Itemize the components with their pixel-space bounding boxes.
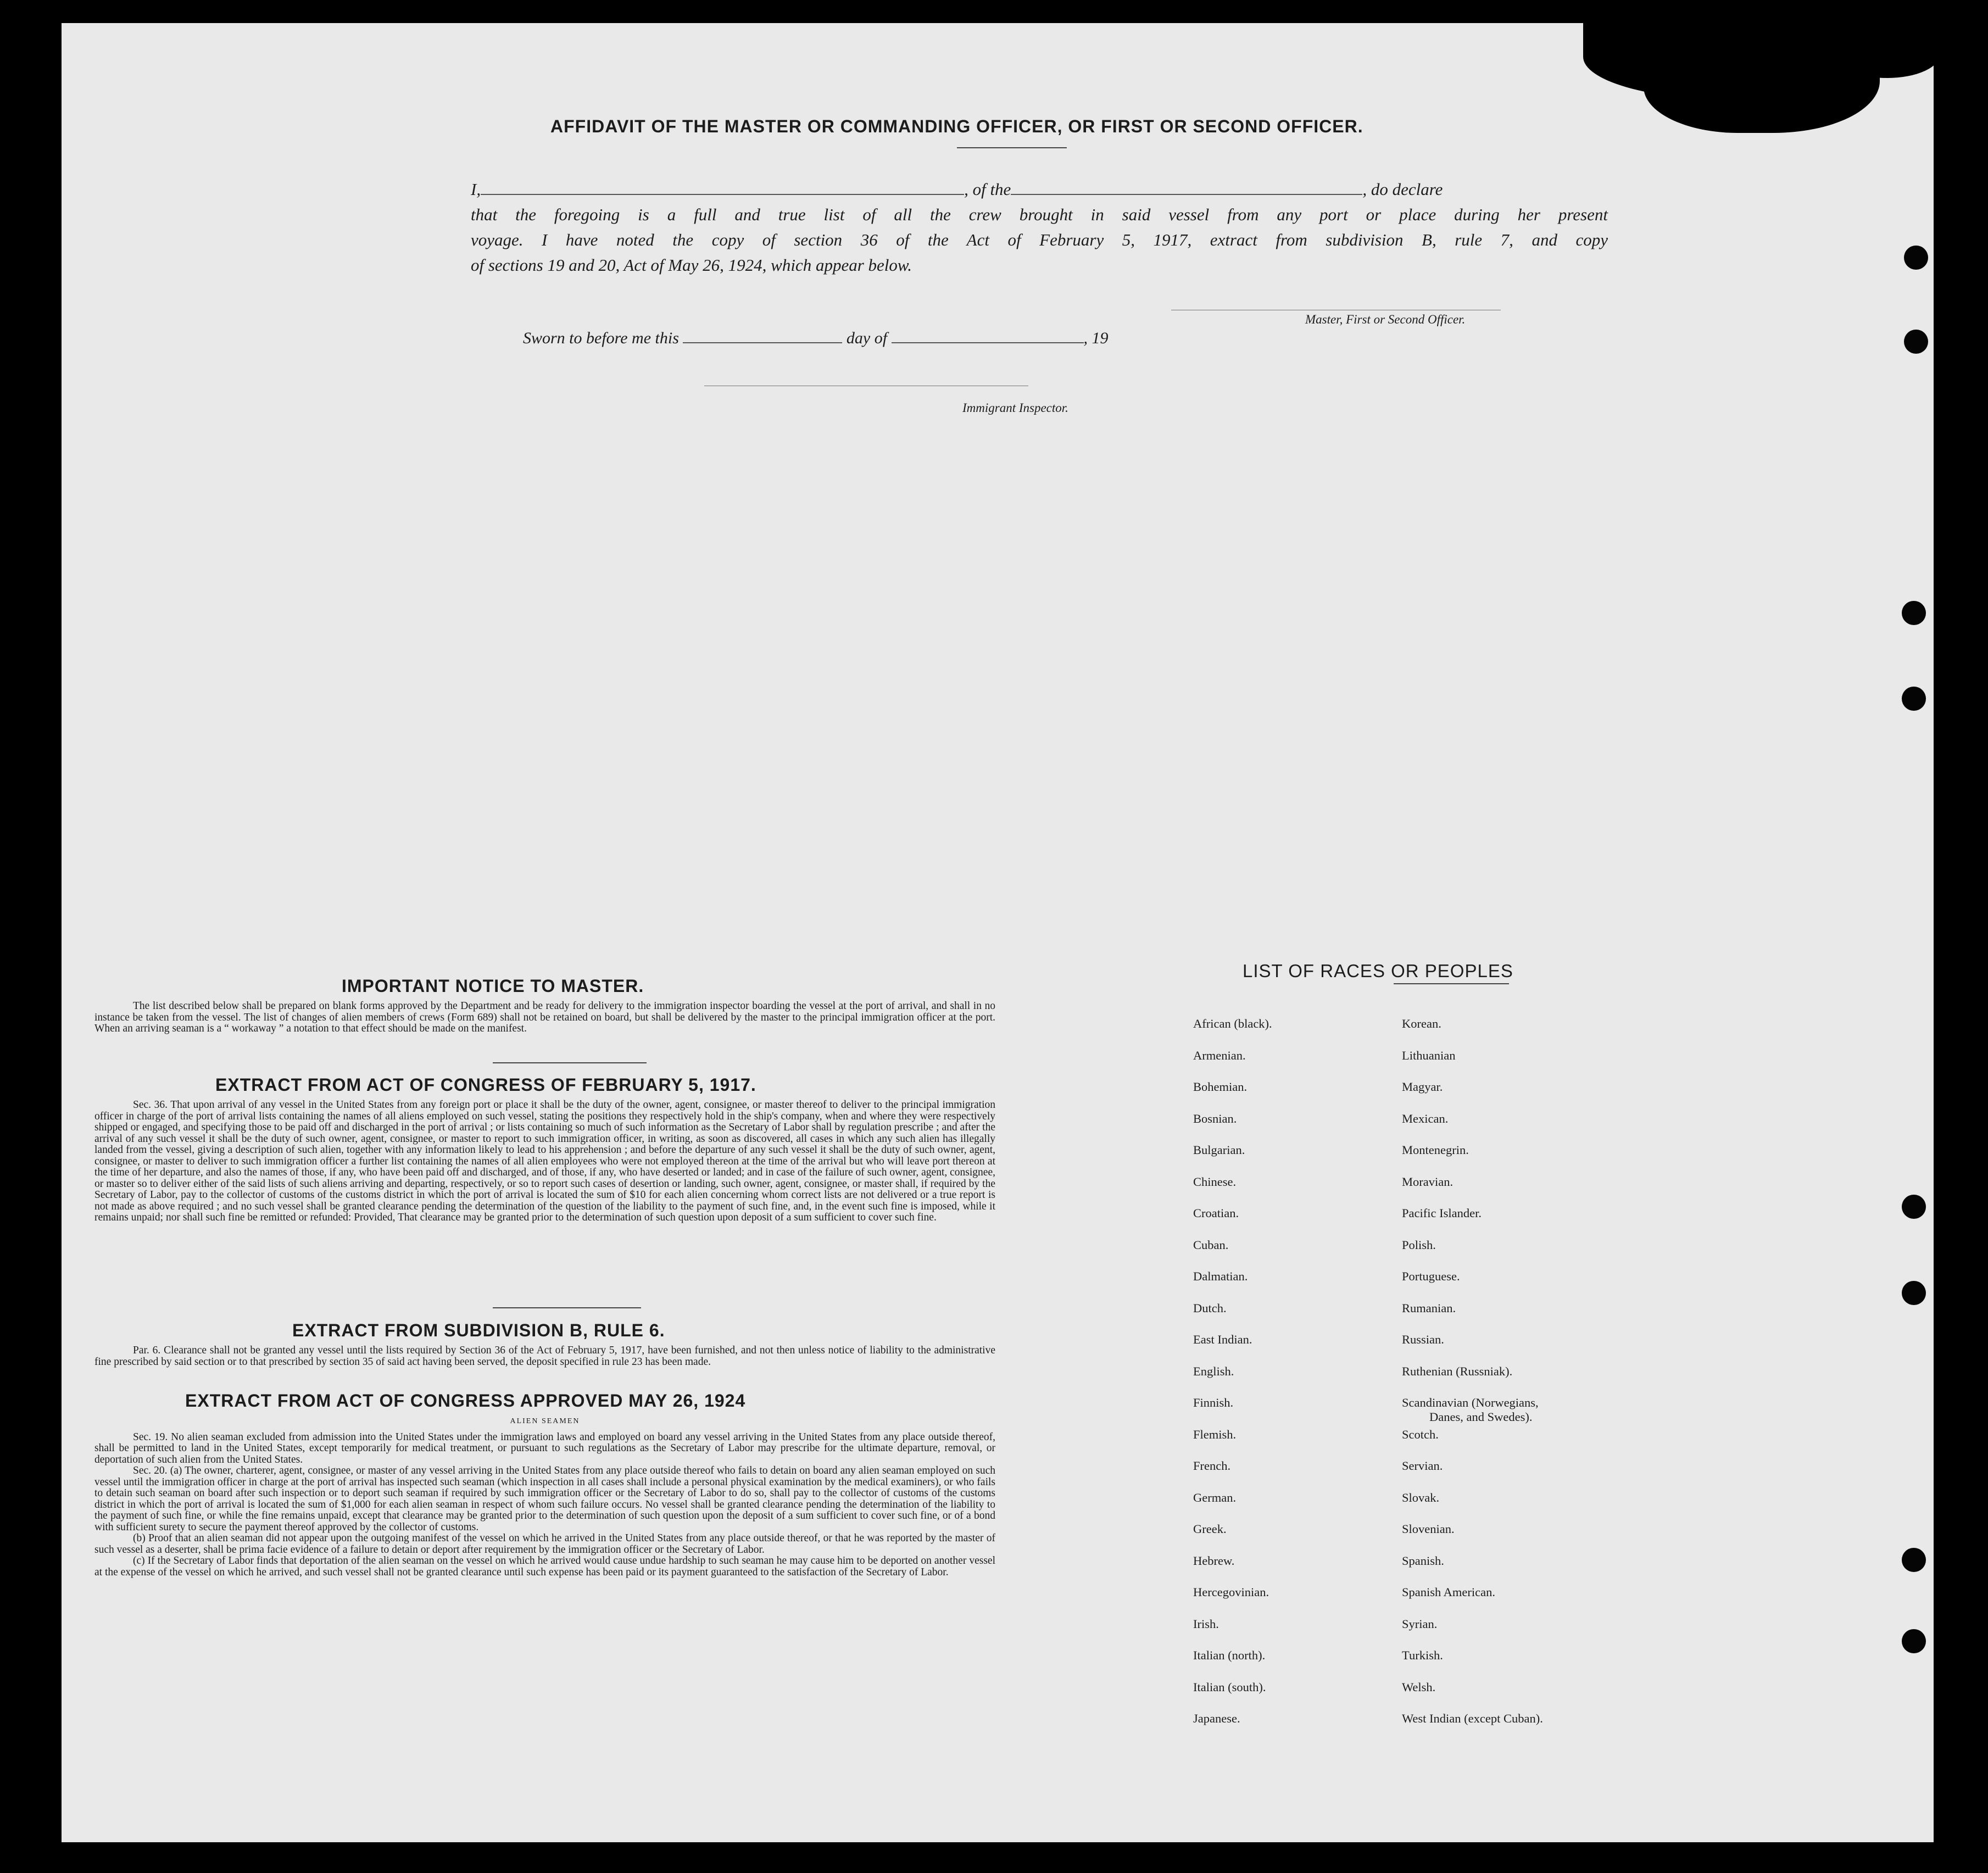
affidavit-line1-start: I, (471, 180, 481, 199)
extract-1924-subtitle: ALIEN SEAMEN (510, 1417, 580, 1425)
race-item: Russian. (1402, 1333, 1444, 1346)
race-item: Dalmatian. (1193, 1269, 1248, 1283)
day-blank[interactable] (683, 342, 842, 343)
race-item: Chinese. (1193, 1174, 1237, 1189)
race-item: Pacific Islander. (1402, 1206, 1482, 1220)
race-item: West Indian (except Cuban). (1402, 1712, 1543, 1725)
binder-hole (1902, 1195, 1926, 1219)
affidavit-title: AFFIDAVIT OF THE MASTER OR COMMANDING OFFICER, OR FIRST OR SECOND OFFICER. (550, 116, 1363, 136)
master-caption: Master, First or Second Officer. (1305, 313, 1466, 326)
race-item: Lithuanian (1402, 1048, 1456, 1062)
race-item: Irish. (1193, 1616, 1219, 1631)
race-item: Mexican. (1402, 1111, 1449, 1125)
extract-1924-body (94, 1413, 995, 1578)
race-item: Syrian. (1402, 1616, 1438, 1631)
document-page (62, 23, 1934, 1842)
vessel-blank[interactable] (1011, 193, 1362, 195)
race-item: German. (1193, 1490, 1237, 1504)
race-item: Slovenian. (1402, 1522, 1455, 1536)
affidavit-line2: that the foregoing is a full and true list of all the crew brought in said vessel from any port or place during her present (471, 205, 1608, 224)
race-item: Hercegovinian. (1193, 1585, 1269, 1599)
race-item: Polish. (1402, 1237, 1436, 1252)
binder-hole (1902, 601, 1926, 625)
race-item: French. (1193, 1459, 1231, 1473)
races-title-rule (1394, 983, 1509, 984)
race-item: Montenegrin. (1402, 1143, 1469, 1157)
sworn-line (523, 329, 1109, 348)
sec-20c-text: (c) If the Secretary of Labor finds that deportation of the alien seaman on the vessel on which he arrived would cause undue hardship to such seaman he may cause him to be deported on another vessel at the expense of the vessel on which he arrived, and such vessel shall not be granted clearance until such expense has been paid or its payment guaranteed to the satisfaction of the Secretary of Labor. (94, 1555, 995, 1578)
race-item: Spanish American. (1402, 1585, 1495, 1599)
race-item: Korean. (1402, 1017, 1441, 1030)
race-item: Bosnian. (1193, 1111, 1237, 1125)
race-item: Welsh. (1402, 1680, 1436, 1694)
race-item: East Indian. (1193, 1333, 1252, 1346)
month-blank[interactable] (892, 342, 1084, 343)
sec-19-text: Sec. 19. No alien seaman excluded from admission into the United States under the immigration laws and employed on board any vessel arriving in the United States from any place outside thereof, shall be permitted to land in the United States, except temporarily for medical treatment, or pursuant to such regulations as the Secretary of Labor may prescribe for the ultimate departure, removal, or deportation of such alien from the United States. (94, 1431, 995, 1465)
race-item: Armenian. (1193, 1048, 1246, 1062)
affidavit-line1-end: , do declare (1362, 180, 1443, 199)
sec-20b-text: (b) Proof that an alien seaman did not appear upon the outgoing manifest of the vessel on which he arrived in the United States from any place outside thereof, or that he was reported by the master of such vessel as a deserter, shall be prima facie evidence of a failure to detain or deport after requirement by the immigration officer or the Secretary of Labor. (94, 1532, 995, 1556)
race-item: Danes, and Swedes). (1429, 1410, 1533, 1424)
race-item: Croatian. (1193, 1206, 1239, 1220)
affidavit-line1-mid: , of the (964, 180, 1011, 199)
race-item: Dutch. (1193, 1301, 1227, 1315)
binder-hole (1902, 1548, 1926, 1572)
race-item: Servian. (1402, 1459, 1443, 1473)
inspector-caption: Immigrant Inspector. (962, 401, 1068, 415)
race-item: English. (1193, 1364, 1234, 1378)
race-item: Portuguese. (1402, 1269, 1460, 1283)
affidavit-line3: voyage. I have noted the copy of section 36 of the Act of February 5, 1917, extract from subdivision B, rule 7, and copy (471, 230, 1608, 249)
race-item: Bulgarian. (1193, 1143, 1245, 1157)
extract-rule-title: EXTRACT FROM SUBDIVISION B, RULE 6. (292, 1320, 665, 1340)
race-item: Finnish. (1193, 1396, 1234, 1409)
notice-text: The list described below shall be prepared on blank forms approved by the Department and be ready for delivery to the immigration inspector boarding the vessel at the port of arrival, and shall in no instance be taken from the vessel. The list of changes of alien members of crews (Form 689) shall not be retained on board, but shall be delivered by the master to the principal immigration officer at the port. When an arriving seaman is a “ workaway ” a notation to that effect should be made on the manifest. (94, 1000, 995, 1034)
race-item: Spanish. (1402, 1553, 1444, 1568)
race-item: Turkish. (1402, 1648, 1443, 1662)
race-item: Slovak. (1402, 1490, 1440, 1504)
section-rule (493, 1062, 647, 1063)
affidavit-line4: of sections 19 and 20, Act of May 26, 1924, which appear below. (471, 255, 912, 275)
name-blank[interactable] (481, 193, 964, 195)
race-item: Italian (north). (1193, 1648, 1266, 1662)
race-item: Japanese. (1193, 1712, 1240, 1725)
race-item: Italian (south). (1193, 1680, 1266, 1694)
sworn-mid: day of (846, 329, 888, 347)
race-item: Greek. (1193, 1522, 1227, 1536)
extract-1924-title: EXTRACT FROM ACT OF CONGRESS APPROVED MAY 26, 1924 (185, 1391, 746, 1411)
race-item: Rumanian. (1402, 1301, 1456, 1315)
extract-1917-title: EXTRACT FROM ACT OF CONGRESS OF FEBRUARY 5, 1917. (215, 1075, 756, 1095)
extract-1917-body (94, 1100, 995, 1224)
notice-body (94, 1001, 995, 1035)
race-item: Scotch. (1402, 1427, 1439, 1441)
binder-hole (1902, 1629, 1926, 1653)
race-item: Magyar. (1402, 1080, 1443, 1094)
binder-hole (1904, 246, 1928, 270)
sec-20a-text: Sec. 20. (a) The owner, charterer, agent, consignee, or master of any vessel arriving in the United States from any place outside thereof who fails to detain on board any alien seaman employed on such vessel until the immigration officer in charge at the port of arrival has inspected such seaman (which inspection in all cases shall include a personal physical examination by the medical examiners), or who fails to detain such seaman on board after such inspection or to deport such seaman if required by such immigration officer or the Secretary of Labor to do so, shall pay to the collector of customs of the customs district in which the port of arrival is located the sum of $1,000 for each alien seaman in respect of whom such failure occurs. No vessel shall be granted clearance pending the determination of the liability to the payment of such fine, or while the fine remains unpaid, except that clearance may be granted prior to the determination of such question upon the deposit of a sum sufficient to cover such fine, or of a bond with sufficient surety to secure the payment thereof approved by the collector of customs. (94, 1465, 995, 1533)
race-item: Ruthenian (Russniak). (1402, 1364, 1513, 1378)
race-item: Bohemian. (1193, 1080, 1248, 1094)
title-rule (957, 147, 1067, 148)
sworn-start: Sworn to before me this (523, 329, 679, 347)
race-item: Scandinavian (Norwegians, (1402, 1396, 1539, 1409)
affidavit-body (471, 177, 1608, 278)
binder-hole (1902, 1281, 1926, 1305)
extract-rule-text: Par. 6. Clearance shall not be granted any vessel until the lists required by Section 36 of the Act of February 5, 1917, have been furnished, and not then unless notice of liability to the administrative fine prescribed by said section or to that prescribed by section 35 of said act having been served, the deposit specified in rule 23 has been made. (94, 1345, 995, 1368)
races-title: LIST OF RACES OR PEOPLES (1243, 961, 1513, 981)
race-item: African (black). (1193, 1017, 1272, 1030)
sworn-end: , 19 (1083, 329, 1109, 347)
race-item: Moravian. (1402, 1174, 1454, 1189)
notice-title: IMPORTANT NOTICE TO MASTER. (342, 976, 644, 996)
race-item: Hebrew. (1193, 1553, 1235, 1568)
extract-1917-text: Sec. 36. That upon arrival of any vessel in the United States from any foreign port or place it shall be the duty of the owner, agent, consignee, or master thereof to deliver to the principal immigration officer in charge of the port of arrival lists containing the names of all aliens employed on such vessel, stating the positions they respectively hold in the ship's company, when and where they were respectively shipped or engaged, and specifying those to be paid off and discharged in the port of arrival ; or lists containing so much of such information as the Secretary of Labor shall by regulation prescribe ; and after the arrival of any such vessel it shall be the duty of such owner, agent, consignee, or master to report to such immigration officer, in writing, as soon as discovered, all cases in which any such alien has illegally landed from the vessel, giving a description of such alien, together with any information likely to lead to his apprehension ; and before the departure of any such vessel it shall be the duty of such owner, agent, consignee, or master to deliver to such immigration officer a further list containing the names of all alien employees who were not employed thereon at the time of the arrival but who will leave port thereon at the time of her departure, and also the names of those, if any, who have been paid off and discharged, and of those, if any, who have deserted or landed; and in case of the failure of such owner, agent, consignee, or master so to deliver either of the said lists of such aliens arriving and departing, respectively, or so to report such cases of desertion or landing, such owner, agent, consignee, or master shall, if required by the Secretary of Labor, pay to the collector of customs of the customs district in which the port of arrival is located the sum of $10 for each alien concerning whom correct lists are not delivered or a true report is not made as above required ; and no such vessel shall be granted clearance pending the determination of the question of the liability to the payment of such fine, and, in the event such fine is imposed, while it remains unpaid; nor shall such fine be remitted or refunded: Provided, That clearance may be granted prior to the determination of such question upon deposit of a sum sufficient to cover such fine. (94, 1099, 995, 1223)
race-item: Flemish. (1193, 1427, 1237, 1441)
race-item: Cuban. (1193, 1237, 1229, 1252)
binder-hole (1904, 330, 1928, 354)
binder-hole (1902, 687, 1926, 711)
extract-rule-body (94, 1345, 995, 1368)
section-rule (493, 1307, 641, 1308)
